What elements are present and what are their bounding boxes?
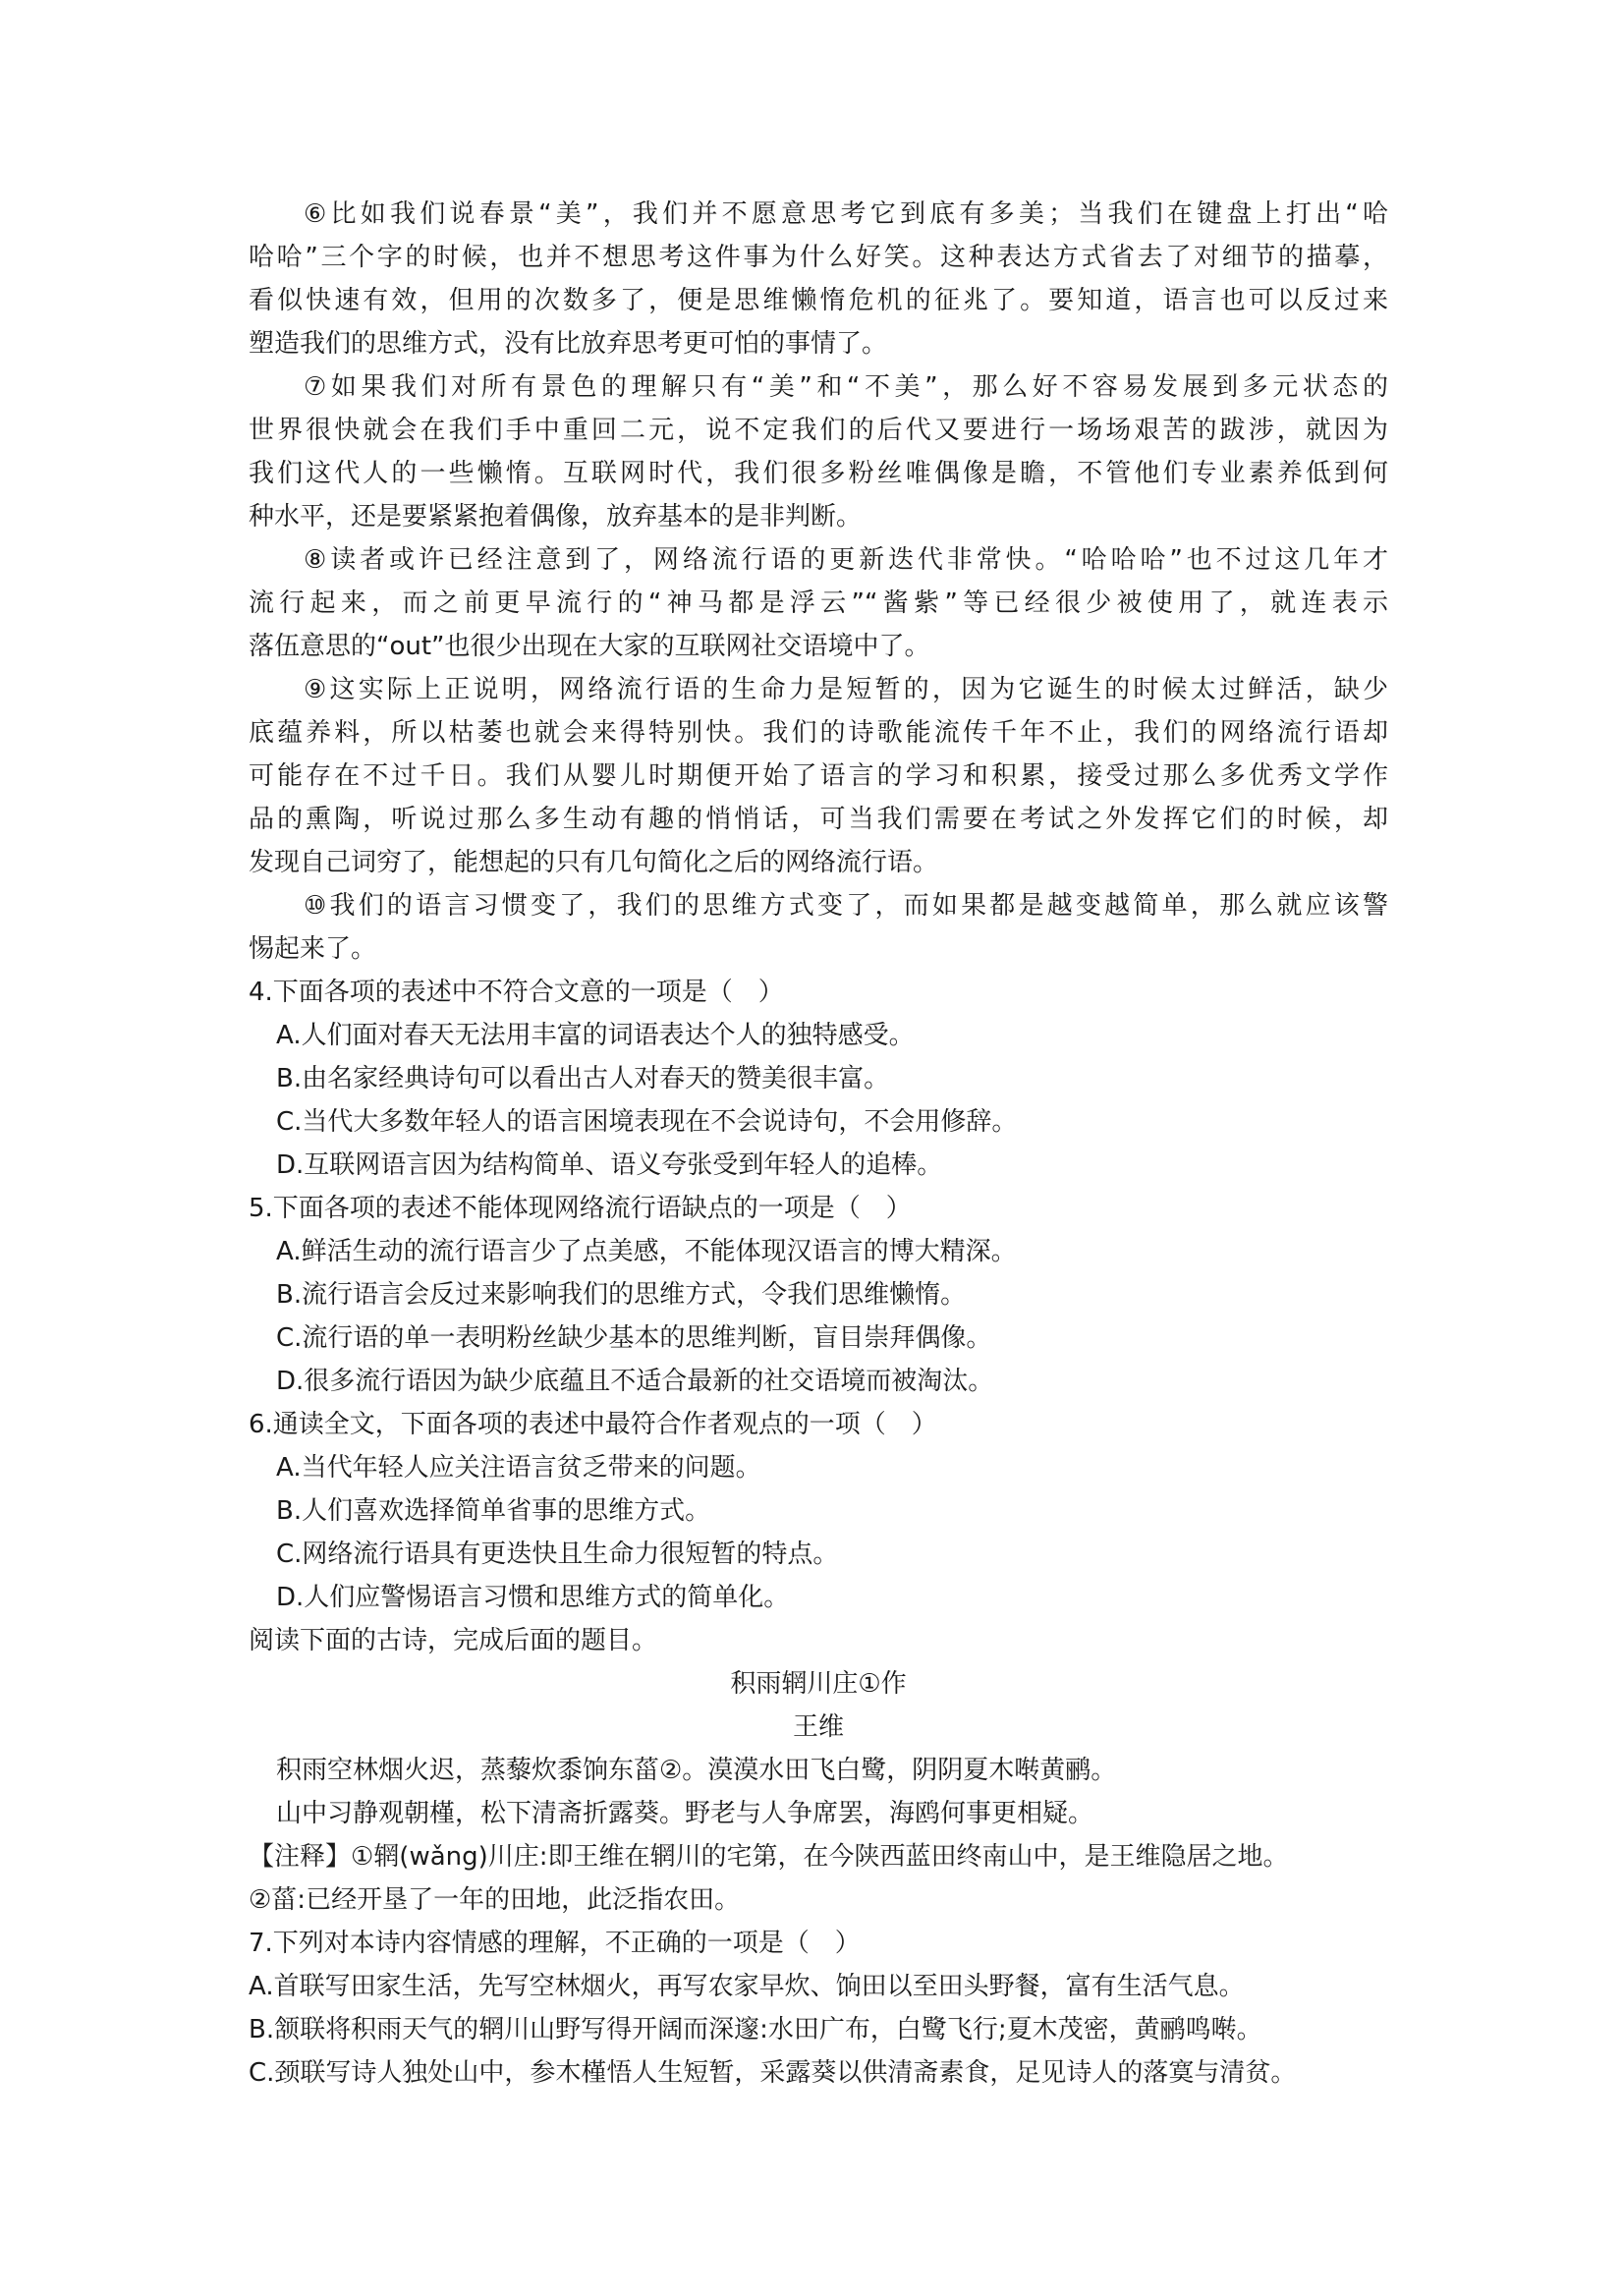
text-line: 我们这代人的一些懒惰。互联网时代，我们很多粉丝唯偶像是瞻，不管他们专业素养低到何 <box>249 459 1388 488</box>
text-line: 世界很快就会在我们手中重回二元，说不定我们的后代又要进行一场场艰苦的跋涉，就因为 <box>249 416 1388 445</box>
option-b: B.人们喜欢选择简单省事的思维方式。 <box>276 1496 711 1526</box>
option-b: B.颔联将积雨天气的辋川山野写得开阔而深邃:水田广布，白鹭飞行;夏木茂密，黄鹂鸣啭。 <box>249 2015 1262 2044</box>
text-line: ⑩我们的语言习惯变了，我们的思维方式变了，而如果都是越变越简单，那么就应该警 <box>304 891 1388 921</box>
poem-line: 积雨空林烟火迟，蒸藜炊黍饷东菑②。漠漠水田飞白鹭，阴阴夏木啭黄鹂。 <box>276 1756 1117 1785</box>
question-7 <box>249 1922 1388 2095</box>
poem-intro: 阅读下面的古诗，完成后面的题目。 <box>249 1626 658 1655</box>
question-stem: 7.下列对本诗内容情感的理解，不正确的一项是（ ） <box>249 1929 861 1958</box>
option-c: C.网络流行语具有更迭快且生命力很短暂的特点。 <box>276 1540 839 1569</box>
option-d: D.人们应警惕语言习惯和思维方式的简单化。 <box>276 1583 790 1612</box>
question-stem: 6.通读全文，下面各项的表述中最符合作者观点的一项（ ） <box>249 1410 937 1439</box>
poem-note: 【注释】①辋(wǎng)川庄:即王维在辋川的宅第，在今陕西蓝田终南山中，是王维隐居之地。 <box>249 1842 1289 1872</box>
text-line: 惕起来了。 <box>249 934 377 964</box>
option-d: D.互联网语言因为结构简单、语义夸张受到年轻人的追棒。 <box>276 1150 943 1180</box>
text-line: 品的熏陶，听说过那么多生动有趣的悄悄话，可当我们需要在考试之外发挥它们的时候，却 <box>249 805 1388 834</box>
text-line: 塑造我们的思维方式，没有比放弃思考更可怕的事情了。 <box>249 329 888 359</box>
question-stem: 4.下面各项的表述中不符合文意的一项是（ ） <box>249 978 784 1007</box>
question-6 <box>249 1403 1388 1619</box>
text-line: 发现自己词穷了，能想起的只有几句简化之后的网络流行语。 <box>249 848 939 877</box>
text-line: 流行起来，而之前更早流行的“神马都是浮云”“酱紫”等已经很少被使用了，就连表示 <box>249 588 1388 618</box>
option-a: A.人们面对春天无法用丰富的词语表达个人的独特感受。 <box>276 1021 915 1050</box>
text-line: 可能存在不过千日。我们从婴儿时期便开始了语言的学习和积累，接受过那么多优秀文学作 <box>249 761 1388 791</box>
text-line: ⑧读者或许已经注意到了，网络流行语的更新迭代非常快。“哈哈哈”也不过这几年才 <box>304 545 1388 575</box>
text-line: ⑥比如我们说春景“美”，我们并不愿意思考它到底有多美；当我们在键盘上打出“哈 <box>304 199 1388 229</box>
paragraph-8 <box>249 538 1388 668</box>
question-4 <box>249 971 1388 1187</box>
paragraph-6 <box>249 193 1388 365</box>
poem-note: ②菑:已经开垦了一年的田地，此泛指农田。 <box>249 1885 741 1915</box>
text-line: 种水平，还是要紧紧抱着偶像，放弃基本的是非判断。 <box>249 502 863 532</box>
text-line: ⑨这实际上正说明，网络流行语的生命力是短暂的，因为它诞生的时候太过鲜活，缺少 <box>304 675 1388 704</box>
question-5 <box>249 1187 1388 1403</box>
option-c: C.颈联写诗人独处山中，参木槿悟人生短暂，采露葵以供清斋素食，足见诗人的落寞与清贫。 <box>249 2058 1297 2088</box>
poem-author: 王维 <box>792 1712 844 1742</box>
text-line: ⑦如果我们对所有景色的理解只有“美”和“不美”，那么好不容易发展到多元状态的 <box>304 372 1388 402</box>
paragraph-7 <box>249 365 1388 538</box>
text-line: 看似快速有效，但用的次数多了，便是思维懒惰危机的征兆了。要知道，语言也可以反过来 <box>249 286 1388 315</box>
text-line: 底蕴养料，所以枯萎也就会来得特别快。我们的诗歌能流传千年不止，我们的网络流行语却 <box>249 718 1388 748</box>
option-c: C.当代大多数年轻人的语言困境表现在不会说诗句，不会用修辞。 <box>276 1107 1018 1137</box>
text-line: 哈哈”三个字的时候，也并不想思考这件事为什么好笑。这种表达方式省去了对细节的描摹， <box>249 243 1388 272</box>
poem-line: 山中习静观朝槿，松下清斋折露葵。野老与人争席罢，海鸥何事更相疑。 <box>276 1799 1094 1828</box>
option-d: D.很多流行语因为缺少底蕴且不适合最新的社交语境而被淘汰。 <box>276 1367 994 1396</box>
option-a: A.首联写田家生活，先写空林烟火，再写农家早炊、饷田以至田头野餐，富有生活气息。 <box>249 1972 1245 2001</box>
poem-title: 积雨辋川庄①作 <box>730 1669 907 1699</box>
paragraph-9 <box>249 668 1388 884</box>
option-a: A.当代年轻人应关注语言贫乏带来的问题。 <box>276 1453 761 1483</box>
text-line: 落伍意思的“out”也很少出现在大家的互联网社交语境中了。 <box>249 632 930 661</box>
option-a: A.鲜活生动的流行语言少了点美感，不能体现汉语言的博大精深。 <box>276 1237 1017 1266</box>
option-c: C.流行语的单一表明粉丝缺少基本的思维判断，盲目崇拜偶像。 <box>276 1323 992 1353</box>
paragraph-10 <box>249 884 1388 971</box>
option-b: B.流行语言会反过来影响我们的思维方式，令我们思维懒惰。 <box>276 1280 967 1310</box>
option-b: B.由名家经典诗句可以看出古人对春天的赞美很丰富。 <box>276 1064 890 1093</box>
document-page <box>249 193 1388 2095</box>
question-stem: 5.下面各项的表述不能体现网络流行语缺点的一项是（ ） <box>249 1194 912 1223</box>
